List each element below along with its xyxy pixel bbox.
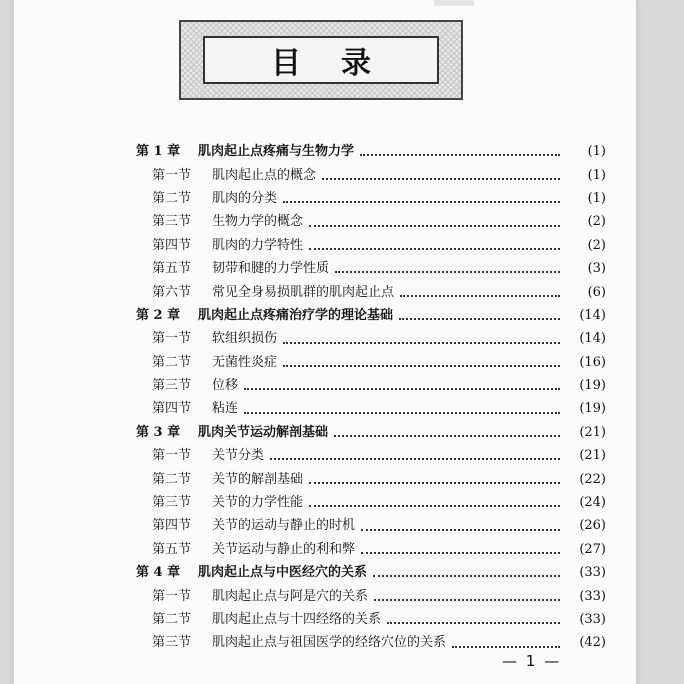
toc-chapter-row <box>136 304 606 327</box>
toc-entry-page: (24) <box>579 495 606 511</box>
toc-entry-number: 第二节 <box>152 471 192 487</box>
toc-entry-page: (16) <box>579 354 606 370</box>
toc-entry-title: 肌肉起止点与十四经络的关系 <box>212 612 382 627</box>
toc-entry-title: 肌肉关节运动解剖基础 <box>198 424 329 440</box>
toc-entry-number: 第四节 <box>152 401 192 417</box>
toc-entry-number: 第三节 <box>152 214 192 230</box>
toc-entry-number: 第一节 <box>152 448 192 464</box>
toc-entry-page: (27) <box>579 541 606 557</box>
dot-leader <box>334 434 560 437</box>
page-title: 目录 <box>271 46 411 81</box>
toc-entry-page: (33) <box>579 588 606 604</box>
toc-entry-title: 粘连 <box>212 401 239 417</box>
toc-entry-number: 第四节 <box>152 518 192 534</box>
dot-leader <box>283 200 560 203</box>
toc-entry-number: 第三节 <box>152 635 192 651</box>
toc-entry-title: 关节的解剖基础 <box>212 471 304 487</box>
toc-entry-page: (2) <box>587 237 606 253</box>
dot-leader <box>309 504 560 507</box>
toc-entry-page: (21) <box>579 424 606 440</box>
toc-entry-title: 肌肉起止点的概念 <box>212 167 317 183</box>
toc-entry-title: 韧带和腱的力学性质 <box>212 261 330 277</box>
toc-section-row <box>136 257 606 280</box>
dot-leader <box>270 457 560 460</box>
dot-leader <box>452 645 560 648</box>
toc-entry-number: 第五节 <box>152 261 192 277</box>
dot-leader <box>400 294 560 297</box>
toc-entry-title: 关节的运动与静止的时机 <box>212 518 356 534</box>
toc-entry-page: (1) <box>587 190 606 206</box>
toc-entry-title: 关节运动与静止的利和弊 <box>212 541 356 557</box>
toc-section-row <box>136 210 606 233</box>
toc-entry-title: 肌肉起止点疼痛与生物力学 <box>198 144 355 160</box>
dot-leader <box>361 551 560 554</box>
scan-artifact <box>434 0 474 6</box>
toc-entry-title: 关节分类 <box>212 448 265 464</box>
title-frame <box>179 20 463 100</box>
toc-section-row <box>136 187 606 210</box>
toc-entry-number: 第四节 <box>152 237 192 253</box>
toc-entry-number: 第三节 <box>152 495 192 511</box>
toc-entry-page: (19) <box>579 401 606 417</box>
toc-chapter-row <box>136 140 606 163</box>
toc-entry-page: (22) <box>579 471 606 487</box>
toc-entry-number: 第二节 <box>152 612 192 627</box>
toc-entry-title: 关节的力学性能 <box>212 495 304 511</box>
toc-entry-page: (21) <box>579 448 606 464</box>
toc-entry-page: (6) <box>587 284 606 300</box>
dot-leader <box>283 341 560 344</box>
dot-leader <box>374 598 560 601</box>
toc-entry-number: 第二节 <box>152 190 192 206</box>
toc-chapter-row <box>136 421 606 444</box>
toc-entry-page: (2) <box>587 214 606 230</box>
toc-entry-page: (33) <box>579 612 606 627</box>
toc-section-row <box>136 514 606 537</box>
dot-leader <box>322 177 560 180</box>
dot-leader <box>309 247 560 250</box>
toc-entry-title: 生物力学的概念 <box>212 214 304 230</box>
toc-entry-title: 肌肉的力学特性 <box>212 237 304 253</box>
dot-leader <box>387 621 560 624</box>
toc-entry-page: (33) <box>579 565 606 581</box>
dot-leader <box>309 224 560 227</box>
dot-leader <box>361 528 560 531</box>
toc-entry-title: 位移 <box>212 378 239 394</box>
toc-entry-title: 肌肉起止点疼痛治疗学的理论基础 <box>198 307 394 323</box>
toc-chapter-row <box>136 561 606 584</box>
toc-entry-number: 第五节 <box>152 541 192 557</box>
toc-entry-number: 第一节 <box>152 331 192 347</box>
table-of-contents <box>136 140 606 655</box>
toc-section-row <box>136 491 606 514</box>
toc-entry-page: (14) <box>579 307 606 323</box>
dot-leader <box>335 270 560 273</box>
toc-section-row <box>136 444 606 467</box>
toc-entry-page: (26) <box>579 518 606 534</box>
toc-section-row <box>136 163 606 186</box>
document-page <box>14 0 636 684</box>
toc-entry-number: 第二节 <box>152 354 192 370</box>
toc-entry-title: 软组织损伤 <box>212 331 278 347</box>
toc-section-row <box>136 397 606 420</box>
toc-entry-number: 第 2 章 <box>136 307 181 323</box>
toc-section-row <box>136 584 606 607</box>
toc-entry-title: 肌肉的分类 <box>212 190 278 206</box>
dot-leader <box>309 481 560 484</box>
toc-entry-number: 第六节 <box>152 284 192 300</box>
toc-entry-page: (1) <box>587 144 606 160</box>
toc-section-row <box>136 538 606 561</box>
dot-leader <box>244 411 560 414</box>
toc-entry-page: (3) <box>587 261 606 277</box>
toc-section-row <box>136 374 606 397</box>
toc-entry-number: 第三节 <box>152 378 192 394</box>
toc-entry-page: (19) <box>579 378 606 394</box>
toc-entry-number: 第 1 章 <box>136 144 181 160</box>
toc-entry-title: 肌肉起止点与中医经穴的关系 <box>198 565 368 581</box>
title-inner-frame <box>203 36 439 84</box>
dot-leader <box>244 387 560 390</box>
toc-entry-title: 常见全身易损肌群的肌肉起止点 <box>212 284 395 300</box>
dot-leader <box>399 317 560 320</box>
toc-entry-page: (42) <box>579 635 606 651</box>
toc-entry-title: 无菌性炎症 <box>212 354 278 370</box>
toc-entry-number: 第一节 <box>152 167 192 183</box>
dot-leader <box>283 364 560 367</box>
toc-section-row <box>136 280 606 303</box>
toc-entry-page: (14) <box>579 331 606 347</box>
dot-leader <box>373 574 560 577</box>
toc-section-row <box>136 234 606 257</box>
toc-entry-title: 肌肉起止点与阿是穴的关系 <box>212 588 369 604</box>
toc-section-row <box>136 467 606 490</box>
toc-entry-number: 第 4 章 <box>136 565 181 581</box>
toc-entry-title: 肌肉起止点与祖国医学的经络穴位的关系 <box>212 635 447 651</box>
toc-section-row <box>136 351 606 374</box>
dot-leader <box>360 153 560 156</box>
toc-entry-page: (1) <box>587 167 606 183</box>
toc-section-row <box>136 608 606 631</box>
toc-section-row <box>136 327 606 350</box>
toc-entry-number: 第 3 章 <box>136 424 181 440</box>
page-number: — 1 — <box>502 652 562 670</box>
toc-entry-number: 第一节 <box>152 588 192 604</box>
